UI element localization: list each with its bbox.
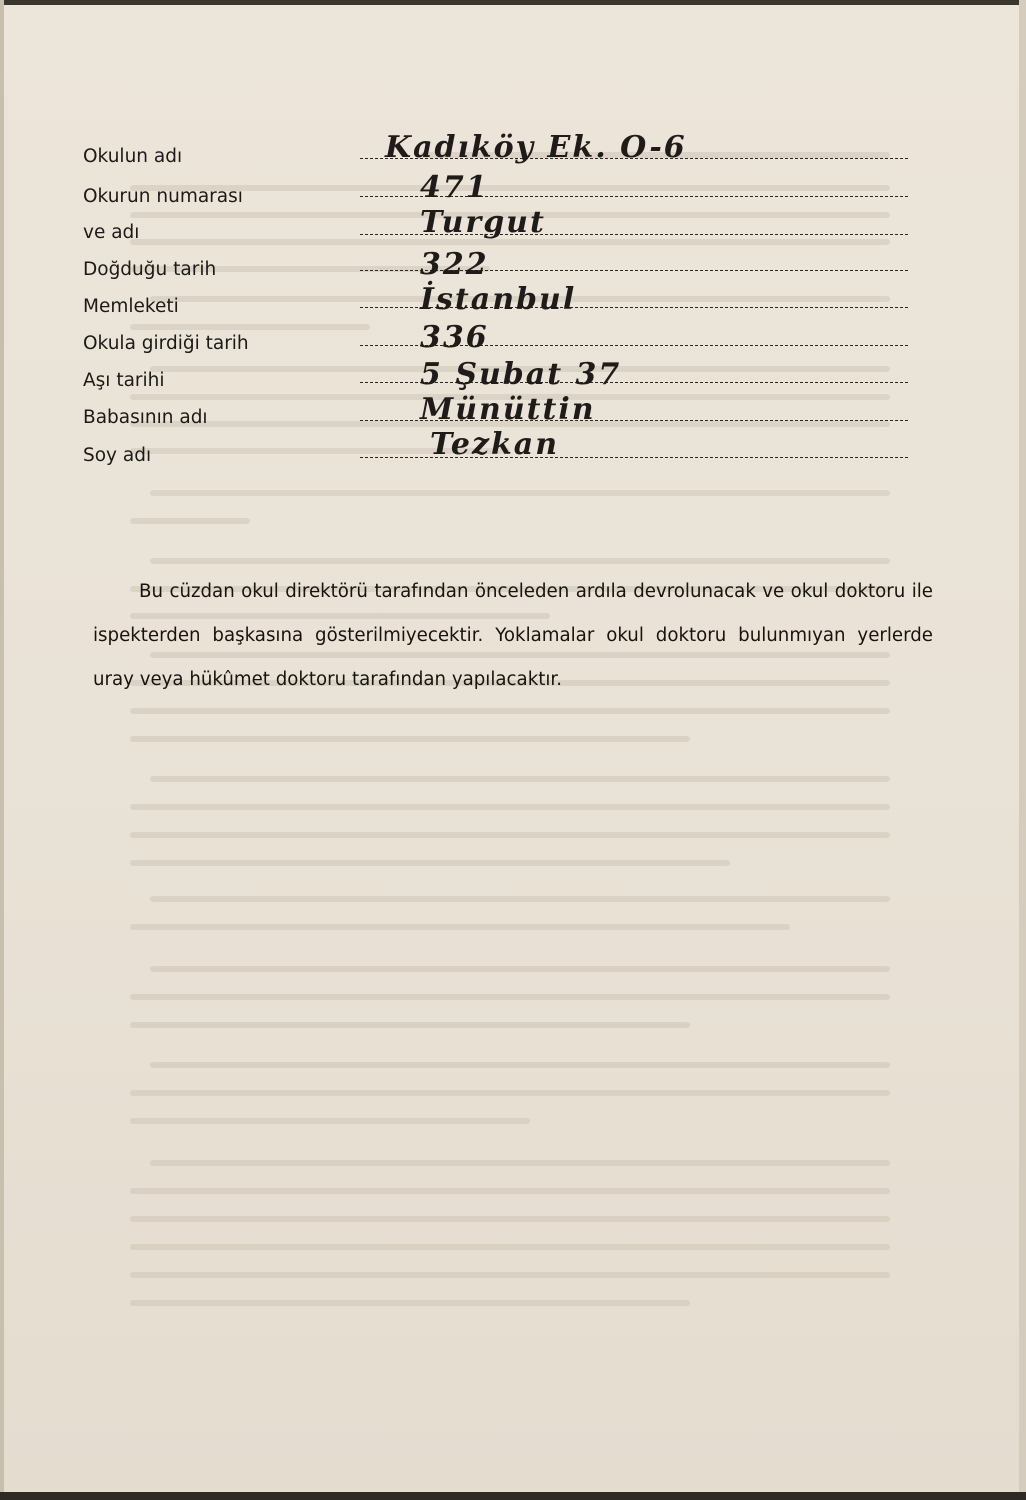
vaccination-date-label: Aşı tarihi	[83, 370, 165, 391]
vaccination-date-handwritten-value: 5 Şubat 37	[420, 357, 622, 392]
student-name-handwritten-value: Turgut	[420, 205, 546, 240]
father-name-label: Babasının adı	[83, 407, 208, 428]
student-number-handwritten-value: 471	[420, 170, 489, 205]
enrollment-date-handwritten-value: 336	[420, 320, 489, 355]
school-name-handwritten-value: Kadıköy Ek. O-6	[385, 130, 687, 165]
student-number-label: Okurun numarası	[83, 186, 243, 207]
school-name-label: Okulun adı	[83, 146, 183, 167]
enrollment-date-label: Okula girdiği tarih	[83, 333, 249, 354]
father-name-handwritten-value: Münüttin	[420, 392, 596, 427]
surname-label: Soy adı	[83, 445, 152, 466]
hometown-handwritten-value: İstanbul	[420, 282, 577, 317]
birth-date-label: Doğduğu tarih	[83, 259, 217, 280]
birth-date-handwritten-value: 322	[420, 247, 489, 282]
notice-text: Bu cüzdan okul direktörü tarafından önceleden ardıla devrolunacak ve okul doktoru ile ispekterden başkasına gösterilmiyecektir. Yoklamalar okul doktoru bulunmıyan yerlerde uray veya hükûmet doktoru tarafından yapılacaktır.	[93, 581, 933, 690]
surname-handwritten-value: Tezkan	[430, 427, 560, 462]
notice-paragraph	[93, 570, 933, 702]
hometown-label: Memleketi	[83, 296, 179, 317]
student-name-label: ve adı	[83, 222, 140, 243]
